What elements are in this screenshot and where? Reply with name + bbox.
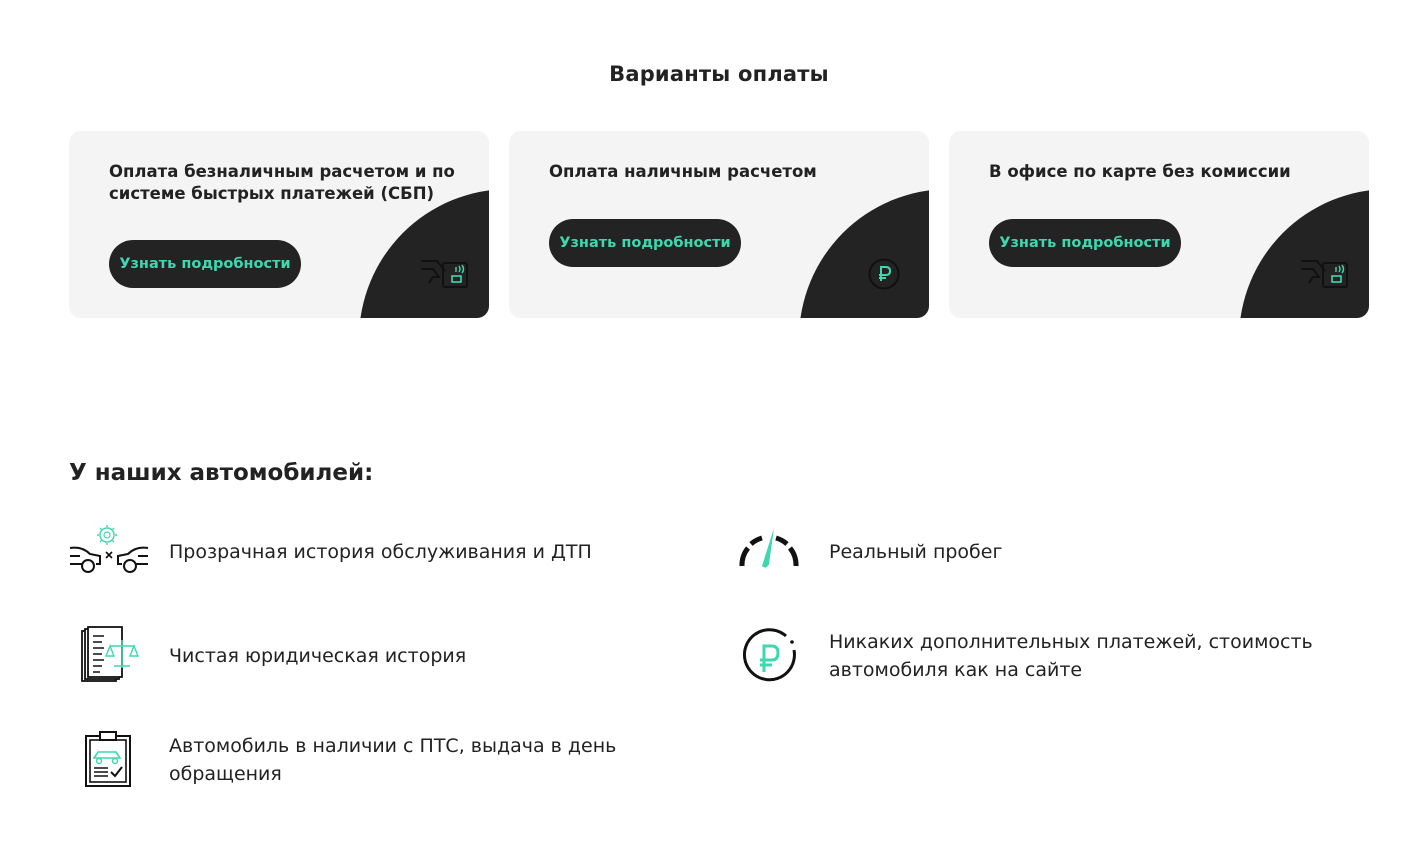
details-button[interactable]: Узнать подробности <box>989 219 1181 267</box>
feature-text: Никаких дополнительных платежей, стоимость автомобиля как на сайте <box>829 631 1313 681</box>
card-decoration <box>359 189 489 318</box>
feature-text: Реальный пробег <box>829 541 1003 563</box>
payment-card-cash <box>509 131 929 318</box>
details-button[interactable]: Узнать подробности <box>109 240 301 288</box>
payment-card-office <box>949 131 1369 318</box>
feature-text: Автомобиль в наличии с ПТС, выдача в день обращения <box>169 735 617 785</box>
card-payment-icon <box>419 257 469 289</box>
feature-item-no-extra-payments <box>738 626 1358 690</box>
feature-item-pts <box>84 730 704 794</box>
legal-documents-icon <box>78 626 142 686</box>
feature-item-mileage <box>738 520 1358 584</box>
speedometer-icon <box>738 526 800 572</box>
feature-item-history <box>68 520 688 584</box>
details-button[interactable]: Узнать подробности <box>549 219 741 267</box>
feature-item-legal <box>78 626 698 690</box>
payment-card-title: Оплата безналичным расчетом и по системе быстрых платежей (СБП) <box>109 162 455 203</box>
payment-card-cashless <box>69 131 489 318</box>
payment-section-title: Варианты оплаты <box>609 62 829 86</box>
clipboard-car-icon <box>84 730 132 788</box>
payment-card-title: Оплата наличным расчетом <box>549 162 817 181</box>
ruble-circle-icon <box>740 628 800 688</box>
card-decoration <box>1239 189 1369 318</box>
features-title: У наших автомобилей: <box>69 460 374 486</box>
cars-accident-icon <box>68 522 150 580</box>
feature-text: Чистая юридическая история <box>169 645 467 667</box>
ruble-coin-icon <box>867 257 901 291</box>
feature-text: Прозрачная история обслуживания и ДТП <box>169 541 592 563</box>
card-decoration <box>799 189 929 318</box>
card-payment-icon <box>1299 257 1349 289</box>
payment-card-title: В офисе по карте без комиссии <box>989 162 1291 181</box>
